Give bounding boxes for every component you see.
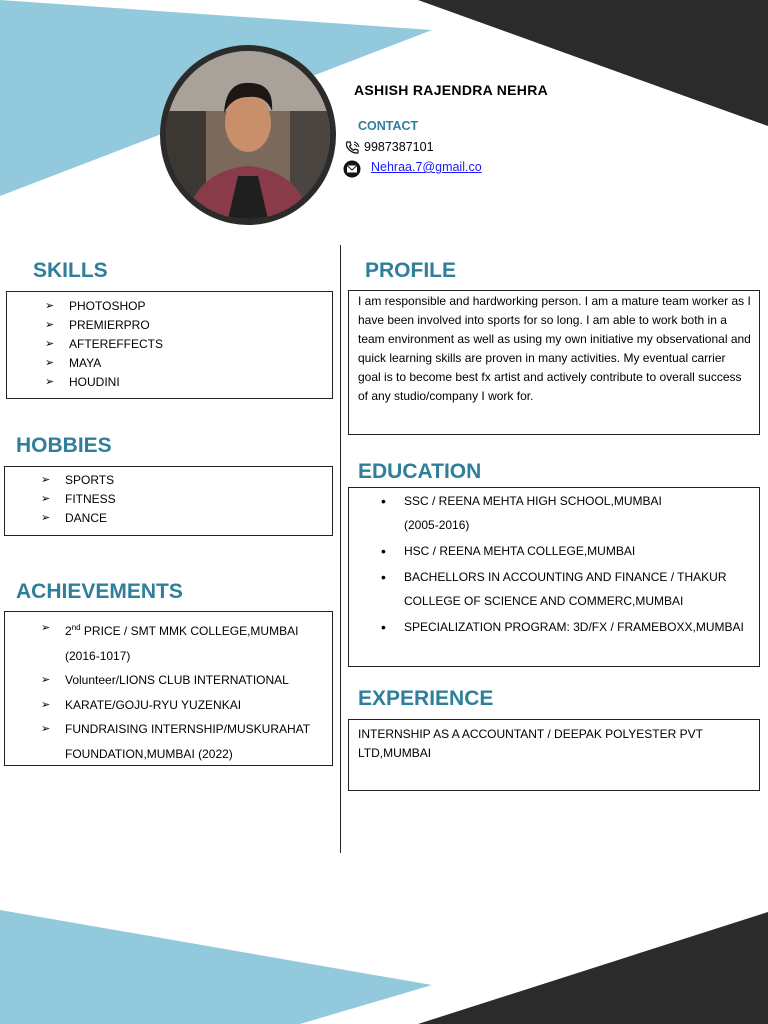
experience-heading: EXPERIENCE [358,687,494,710]
phone-icon [344,140,361,155]
list-item: ➢ AFTEREFFECTS [45,335,332,354]
top-right-dark-triangle [418,0,768,126]
list-item: • SSC / REENA MEHTA HIGH SCHOOL,MUMBAI (2005-2016) [349,489,751,537]
education-list [349,489,751,639]
profile-heading: PROFILE [365,259,457,282]
list-item: • BACHELLORS IN ACCOUNTING AND FINANCE / THAKUR COLLEGE OF SCIENCE AND COMMERC,MUMBAI [349,565,751,613]
profile-photo [166,51,330,219]
hobbies-heading: HOBBIES [16,434,112,457]
list-item: • HSC / REENA MEHTA COLLEGE,MUMBAI [349,539,751,563]
list-item: ➢ Volunteer/LIONS CLUB INTERNATIONAL [41,668,324,693]
list-item [41,616,324,668]
achievements-box [4,611,333,766]
profile-box [348,290,760,435]
email-link[interactable]: Nehraa.7@gmail.co [371,160,482,174]
list-item: ➢ FUNDRAISING INTERNSHIP/MUSKURAHAT FOUNDATION,MUMBAI (2022) [41,717,324,766]
list-item: ➢ FITNESS [41,490,332,509]
list-item: ➢ PHOTOSHOP [45,297,332,316]
list-item: ➢ KARATE/GOJU-RYU YUZENKAI [41,693,324,718]
list-item: ➢ DANCE [41,509,332,528]
bottom-left-blue-triangle [0,910,432,1024]
education-heading: EDUCATION [358,460,482,483]
achievements-list [41,616,324,766]
hobbies-list [41,471,332,528]
achievement-text: PRICE / SMT MMK COLLEGE,MUMBAI (2016-1017) [65,624,299,663]
skills-box [6,291,333,399]
achievements-heading: ACHIEVEMENTS [16,580,183,603]
phone-number: 9987387101 [364,140,434,154]
person-silhouette [166,51,330,219]
hobbies-box [4,466,333,536]
list-item: • SPECIALIZATION PROGRAM: 3D/FX / FRAMEBOXX,MUMBAI [349,615,751,639]
experience-text: INTERNSHIP AS A ACCOUNTANT / DEEPAK POLYESTER PVT LTD,MUMBAI [358,727,703,760]
experience-box [348,719,760,791]
achievement-ordinal-suffix: nd [71,623,81,632]
list-item: ➢ SPORTS [41,471,332,490]
list-item: ➢ PREMIERPRO [45,316,332,335]
column-divider [340,245,341,853]
contact-heading: CONTACT [358,119,419,133]
skills-heading: SKILLS [33,259,108,282]
profile-text: I am responsible and hardworking person. I am a mature team worker as I have been involved into sports for so long. I am able to work both in a team environment as well as using my own initiative my observational and quick learning skills are proven in many activities. My eventual carrier goal is to become best fx artist and actively contribute to overall success of any studio/company I work for. [358,294,751,403]
bottom-right-dark-triangle [418,912,768,1024]
list-item: ➢ MAYA [45,354,332,373]
full-name: ASHISH RAJENDRA NEHRA [354,82,549,98]
achievement-ordinal: 2 [65,624,72,638]
email-icon [343,160,361,178]
list-item: ➢ HOUDINI [45,373,332,392]
education-box [348,487,760,667]
skills-list [45,297,332,392]
